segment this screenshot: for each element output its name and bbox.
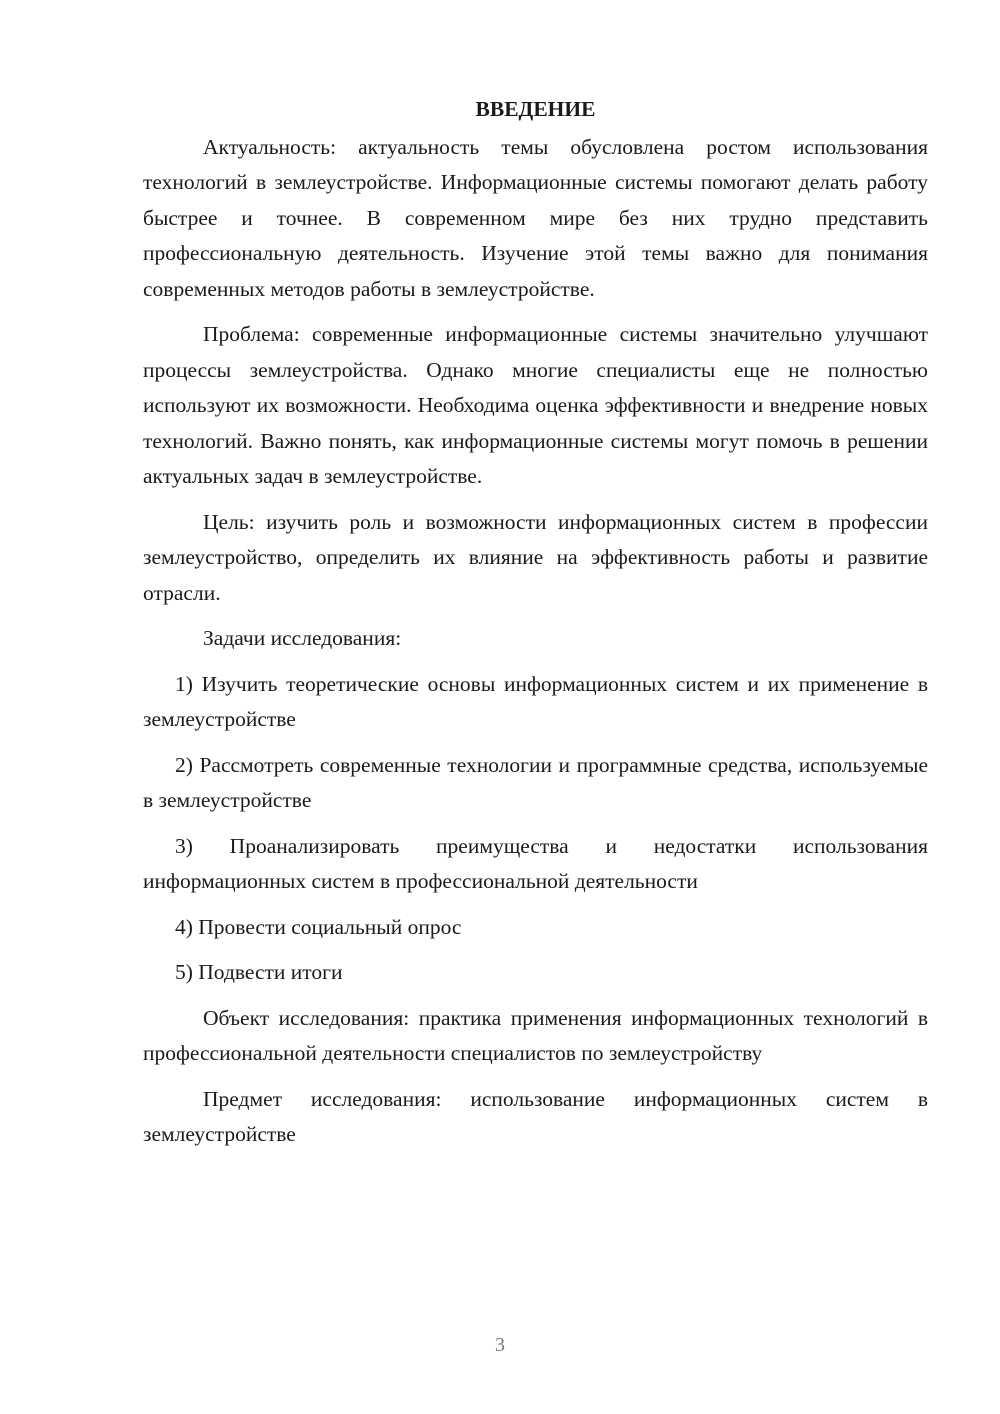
paragraph-object: Объект исследования: практика применения информационных технологий в профессиональной деятельности специалистов по землеустройству [143,1005,928,1065]
task-item-2: 2) Рассмотреть современные технологии и программные средства, используемые в землеустройстве [143,752,928,812]
paragraph-goal: Цель: изучить роль и возможности информационных систем в профессии землеустройство, определить их влияние на эффективность работы и развитие отрасли. [143,509,928,605]
task-item-4: 4) Провести социальный опрос [175,914,462,939]
document-page [143,92,928,1163]
task-item-1: 1) Изучить теоретические основы информационных систем и их применение в землеустройстве [143,671,928,731]
task-item-3: 3) Проанализировать преимущества и недостатки использования информационных систем в профессиональной деятельности [143,833,928,893]
section-title: ВВЕДЕНИЕ [475,97,596,121]
paragraph-problem: Проблема: современные информационные системы значительно улучшают процессы землеустройства. Однако многие специалисты еще не полностью используют их возможности. Необходима оценка эффективности и внедрение новых технологий. Важно понять, как информационные системы могут помочь в решении актуальных задач в землеустройстве. [143,322,928,488]
tasks-heading: Задачи исследования: [203,626,402,650]
page-number: 3 [495,1334,505,1356]
task-item-5: 5) Подвести итоги [175,960,343,984]
paragraph-subject: Предмет исследования: использование информационных систем в землеустройстве [143,1086,928,1146]
paragraph-relevance: Актуальность: актуальность темы обусловлена ростом использования технологий в землеустройстве. Информационные системы помогают делать работу быстрее и точнее. В современном мире без них трудно представить профессиональную деятельность. Изучение этой темы важно для понимания современных методов работы в землеустройстве. [143,134,928,301]
